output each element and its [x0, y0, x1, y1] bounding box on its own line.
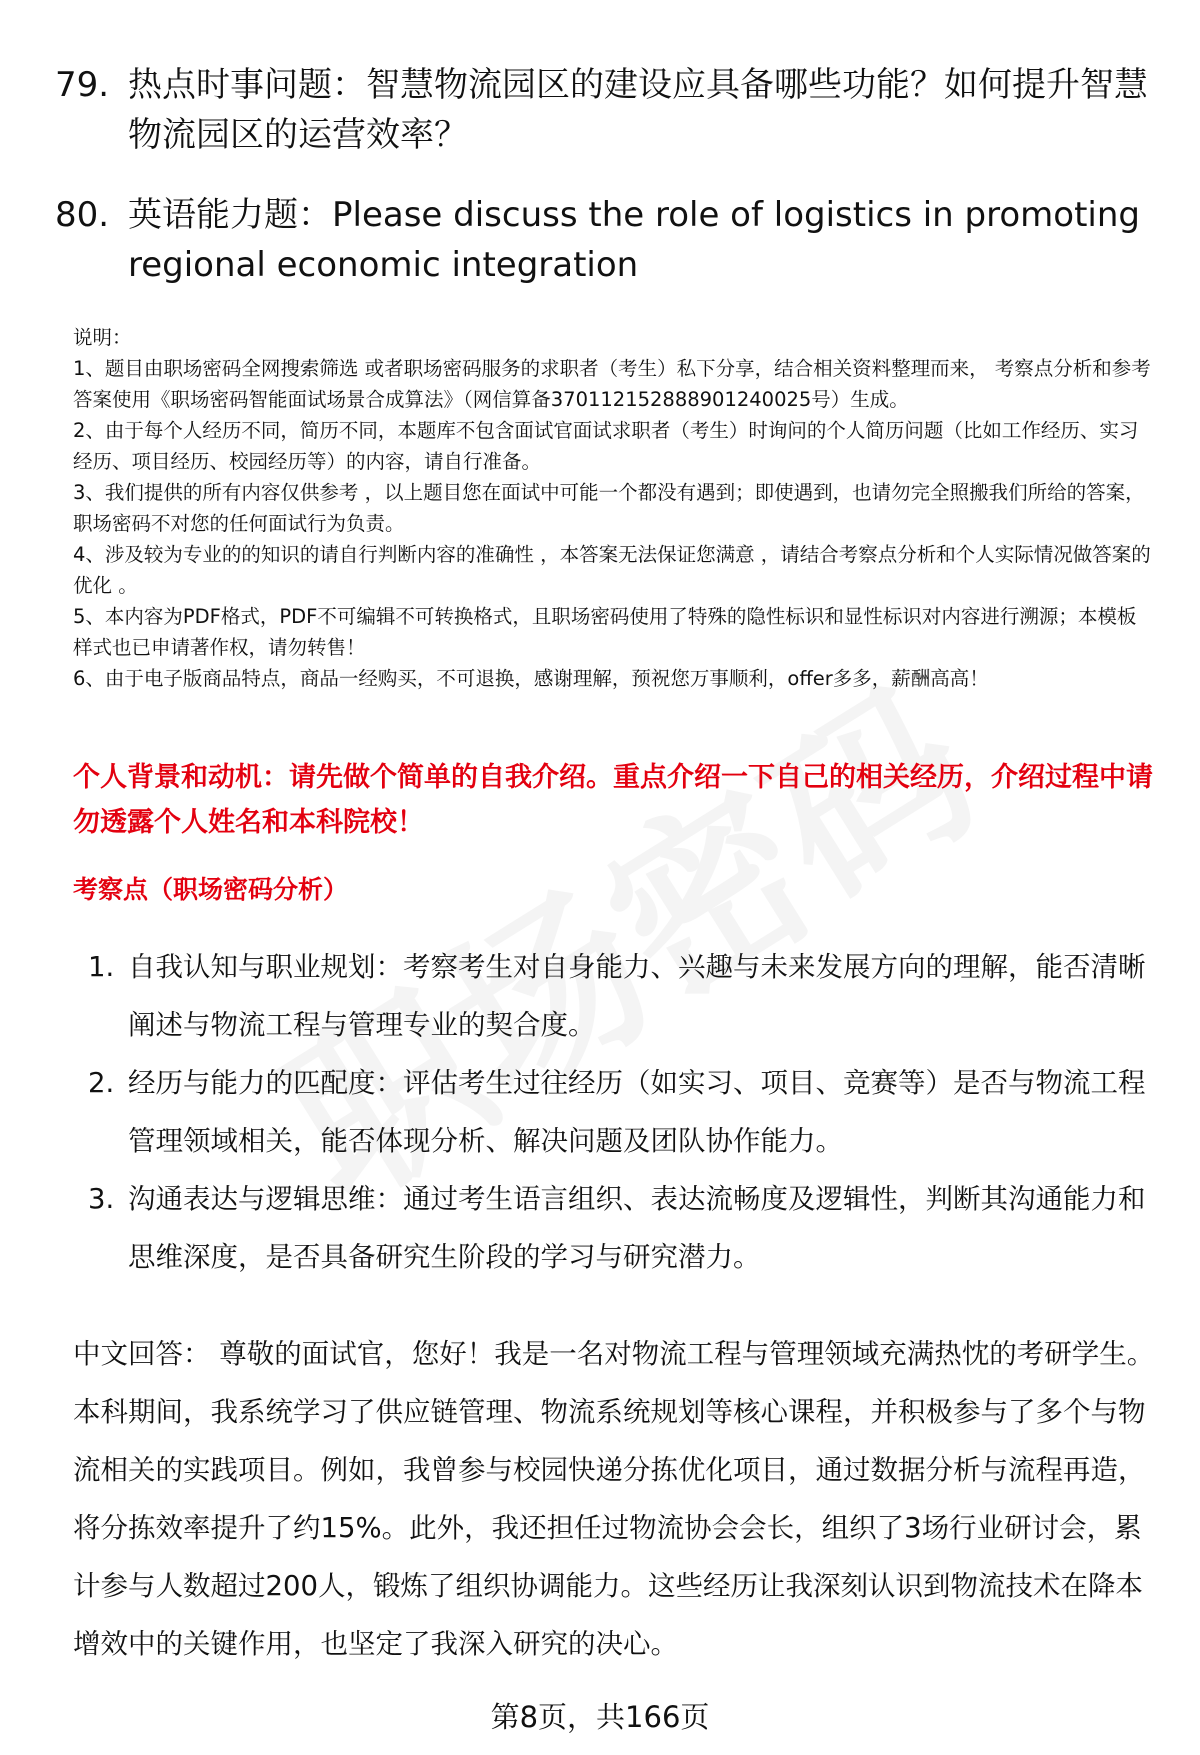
point-text: 自我认知与职业规划：考察考生对自身能力、兴趣与未来发展方向的理解，能否清晰阐述与物流工程与管理专业的契合度。 [128, 951, 1146, 1041]
note-item: 2、由于每个人经历不同，简历不同，本题库不包含面试官面试求职者（考生）时询问的个人简历问题（比如工作经历、实习经历、项目经历、校园经历等）的内容，请自行准备。 [73, 419, 1139, 473]
analysis-point [73, 1170, 1153, 1286]
note-item: 4、涉及较为专业的的知识的请自行判断内容的准确性 ，本答案无法保证您满意 ，请结合考察点分析和个人实际情况做答案的优化 。 [73, 543, 1151, 597]
chinese-answer: 中文回答： 尊敬的面试官，您好！我是一名对物流工程与管理领域充满热忱的考研学生。本科期间，我系统学习了供应链管理、物流系统规划等核心课程，并积极参与了多个与物流相关的实践项目。例如，我曾参与校园快递分拣优化项目，通过数据分析与流程再造，将分拣效率提升了约15%。此外，我还担任过物流协会会长，组织了3场行业研讨会，累计参与人数超过200人，锻炼了组织协调能力。这些经历让我深刻认识到物流技术在降本增效中的关键作用，也坚定了我深入研究的决心。 [73, 1338, 1155, 1660]
point-number: 2. [88, 1067, 115, 1099]
analysis-point [73, 1054, 1153, 1170]
question-80 [55, 190, 1155, 290]
point-text: 经历与能力的匹配度：评估考生过往经历（如实习、项目、竞赛等）是否与物流工程管理领域相关，能否体现分析、解决问题及团队协作能力。 [128, 1067, 1146, 1157]
point-number: 1. [88, 951, 115, 983]
analysis-points [73, 938, 1153, 1286]
question-text: 热点时事问题：智慧物流园区的建设应具备哪些功能？如何提升智慧物流园区的运营效率？ [128, 65, 1148, 155]
analysis-point [73, 938, 1153, 1054]
page-footer: 第8页，共166页 [490, 1700, 710, 1734]
question-number: 80. [55, 195, 110, 235]
analysis-title: 考察点（职场密码分析） [73, 875, 349, 904]
point-number: 3. [88, 1183, 115, 1215]
section-question: 个人背景和动机：请先做个简单的自我介绍。重点介绍一下自己的相关经历，介绍过程中请勿透露个人姓名和本科院校！ [73, 762, 1153, 838]
disclaimer-notes [73, 322, 1153, 694]
notes-title: 说明： [73, 326, 132, 349]
question-79 [55, 60, 1155, 160]
note-item: 3、我们提供的所有内容仅供参考 ，以上题目您在面试中可能一个都没有遇到；即使遇到，也请勿完全照搬我们所给的答案，职场密码不对您的任何面试行为负责。 [73, 481, 1145, 535]
note-item: 1、题目由职场密码全网搜索筛选 或者职场密码服务的求职者（考生）私下分享，结合相关资料整理而来， 考察点分析和参考答案使用《职场密码智能面试场景合成算法》（网信算备370112152888901240025号）生成。 [73, 357, 1151, 411]
note-item: 5、本内容为PDF格式，PDF不可编辑不可转换格式，且职场密码使用了特殊的隐性标识和显性标识对内容进行溯源；本模板样式也已申请著作权，请勿转售！ [73, 605, 1137, 659]
note-item: 6、由于电子版商品特点，商品一经购买，不可退换，感谢理解，预祝您万事顺利，offer多多，薪酬高高！ [73, 667, 989, 690]
question-text: 英语能力题：Please discuss the role of logistics in promoting regional economic integration [128, 195, 1140, 285]
question-number: 79. [55, 65, 110, 105]
point-text: 沟通表达与逻辑思维：通过考生语言组织、表达流畅度及逻辑性，判断其沟通能力和思维深度，是否具备研究生阶段的学习与研究潜力。 [128, 1183, 1146, 1273]
